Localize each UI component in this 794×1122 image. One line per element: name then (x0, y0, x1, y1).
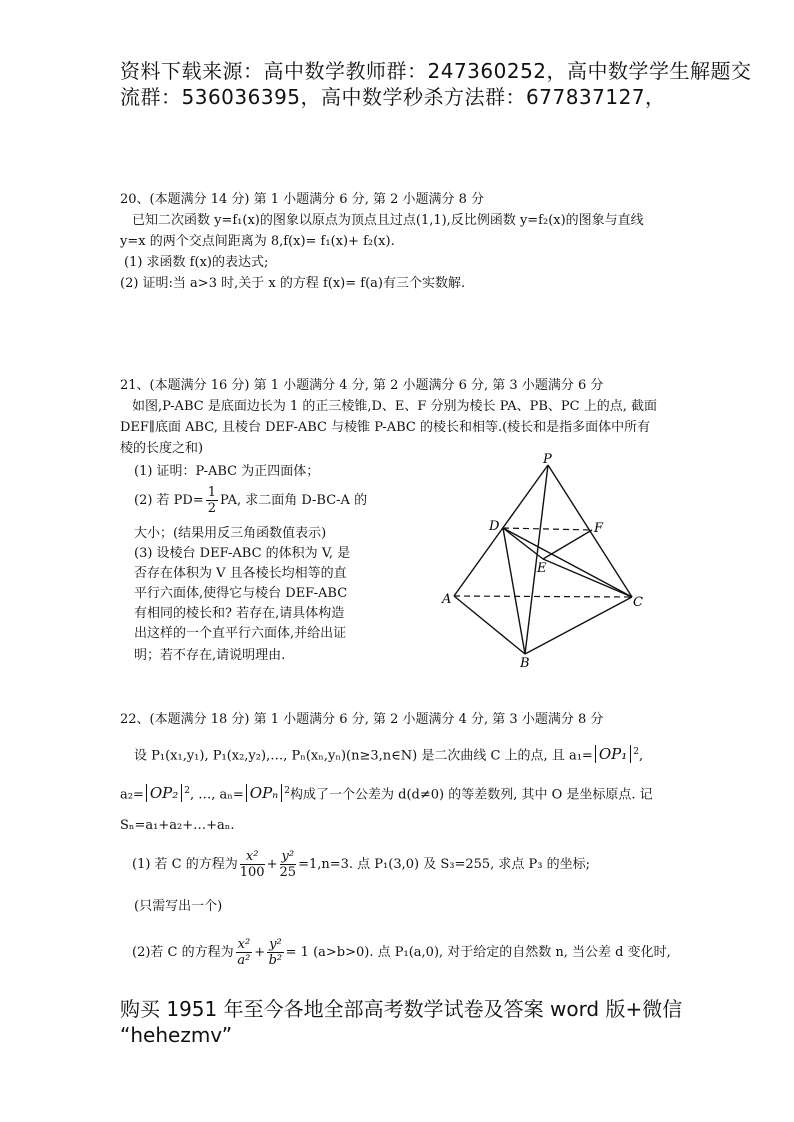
header-line-2: 流群：536036395，高中数学秒杀方法群：677837127， (120, 85, 666, 109)
q21-part-3-line-3: 平行六面体,使得它与棱台 DEF-ABC (134, 586, 348, 601)
q22-part-2-post: = 1 (a>b>0). 点 P₁(a,0), 对于给定的自然数 n, 当公差 d 变化时, (285, 945, 671, 960)
q21-part-2 (134, 485, 367, 516)
q21-part-3-line-5: 出这样的一个直平行六面体,并给出证 (134, 626, 347, 641)
frac-num: x² (240, 849, 265, 865)
q21-body-3: 棱的长度之和) (120, 441, 204, 456)
label-D: D (489, 519, 500, 534)
q22-line-2-text: 构成了一个公差为 d(d≠0) 的等差数列, 其中 O 是坐标原点. 记 (290, 787, 653, 803)
frac-den: 25 (279, 865, 297, 880)
q20-part-1: (1) 求函数 f(x)的表达式; (124, 255, 269, 270)
half-denominator: 2 (207, 501, 217, 516)
q22-line-3: Sₙ=a₁+a₂+…+aₙ. (120, 818, 235, 833)
q21-part-3-line-6: 明；若不存在,请说明理由. (134, 648, 286, 663)
frac-num: x² (237, 937, 251, 952)
header-line-1: 资料下载来源：高中数学教师群：247360252，高中数学学生解题交 (120, 59, 752, 83)
footer-line-2: “hehezmv” (120, 1023, 233, 1047)
abs-op1: OP₁ (595, 745, 631, 763)
edge-AC-hidden (454, 596, 632, 597)
q22-part-2-pre: (2)若 C 的方程为 (132, 945, 234, 960)
fraction-y2-b2 (267, 937, 284, 968)
q22-part-1-pre: (1) 若 C 的方程为 (132, 857, 238, 872)
footer-line-1: 购买 1951 年至今各地全部高考数学试卷及答案 word 版+微信 (120, 997, 683, 1021)
q20-title: 20、(本题满分 14 分) 第 1 小题满分 6 分, 第 2 小题满分 8 分 (120, 192, 485, 207)
frac-den: b² (268, 953, 283, 968)
q21-part-3-line-4: 有相同的棱长和? 若存在,请具体构造 (134, 606, 345, 621)
frac-den: a² (237, 953, 251, 968)
square-2: 2 (184, 786, 190, 796)
edge-EF (543, 530, 592, 559)
fraction-x2-100 (240, 849, 265, 880)
q20-body-1: 已知二次函数 y=f₁(x)的图象以原点为顶点且过点(1,1),反比例函数 y=f₂(x)的图象与直线 (132, 213, 644, 228)
q22-part-2 (132, 937, 671, 968)
plus-sign: + (254, 945, 266, 960)
edge-DE (503, 528, 543, 559)
frac-den: 100 (239, 865, 265, 880)
q20-part-2: (2) 证明:当 a>3 时,关于 x 的方程 f(x)= f(a)有三个实数解. (120, 276, 466, 291)
square-n: 2 (284, 786, 291, 796)
q21-part-3-line-2: 否存在体积为 V 且各棱长均相等的直 (134, 566, 347, 581)
q22-title: 22、(本题满分 18 分) 第 1 小题满分 6 分, 第 2 小题满分 4 分, 第 3 小题满分 8 分 (120, 712, 604, 727)
label-A: A (442, 592, 452, 607)
abs-op2: OP₂ (146, 784, 182, 802)
q21-part-1: (1) 证明：P-ABC 为正四面体； (134, 464, 320, 479)
edge-DC (503, 528, 632, 597)
fraction-y2-25 (280, 849, 297, 880)
half-numerator: 1 (207, 485, 217, 500)
fraction-x2-a2 (236, 937, 253, 968)
q22-part-1 (132, 849, 590, 880)
q22-part-1-post: =1,n=3. 点 P₁(3,0) 及 S₃=255, 求点 P₃ 的坐标; (298, 857, 591, 872)
edge-DF-hidden (503, 528, 592, 530)
q22-line-1 (134, 744, 643, 764)
q22-a2: a₂= (120, 787, 144, 803)
q22-line-1-comma: , (638, 748, 644, 764)
pyramid-figure (430, 448, 660, 673)
label-F: F (594, 521, 604, 536)
frac-num: y² (269, 937, 282, 952)
square-1: 2 (633, 747, 639, 757)
edge-EC (543, 559, 632, 597)
edge-DB (503, 528, 525, 654)
label-P: P (543, 452, 552, 467)
q21-part-2-post: PA, 求二面角 D-BC-A 的 (220, 493, 368, 508)
q22-an: , …, aₙ= (190, 787, 244, 803)
q21-body-1: 如图,P-ABC 是底面边长为 1 的正三棱锥,D、E、F 分别为棱长 PA、PB、PC 上的点, 截面 (132, 399, 658, 414)
q20-body-2: y=x 的两个交点间距离为 8,f(x)= f₁(x)+ f₂(x). (120, 234, 395, 249)
label-E: E (537, 561, 547, 576)
abs-opn: OPₙ (246, 784, 282, 802)
q21-part-2-line-2: 大小；(结果用反三角函数值表示) (134, 526, 327, 541)
q22-line-2 (120, 783, 653, 803)
q21-title: 21、(本题满分 16 分) 第 1 小题满分 4 分, 第 2 小题满分 6 分, 第 3 小题满分 6 分 (120, 378, 604, 393)
q21-part-2-pre: (2) 若 PD= (134, 493, 204, 508)
edge-BC (525, 597, 632, 654)
half-fraction (206, 485, 218, 516)
q22-line-1-text: 设 P₁(x₁,y₁), P₁(x₂,y₂),…, Pₙ(xₙ,yₙ)(n≥3,n∈N) 是二次曲线 C 上的点, 且 a₁= (134, 748, 593, 764)
edge-AB (454, 596, 525, 654)
label-C: C (633, 595, 643, 610)
q21-part-3-line-1: (3) 设棱台 DEF-ABC 的体积为 V, 是 (134, 546, 351, 561)
q21-body-2: DEF∥底面 ABC, 且棱台 DEF-ABC 与棱锥 P-ABC 的棱长和相等.(棱长和是指多面体中所有 (120, 420, 651, 435)
frac-num: y² (281, 849, 295, 864)
plus-sign: + (266, 857, 278, 872)
q22-part-1-note: (只需写出一个) (134, 899, 223, 914)
label-B: B (520, 656, 530, 671)
